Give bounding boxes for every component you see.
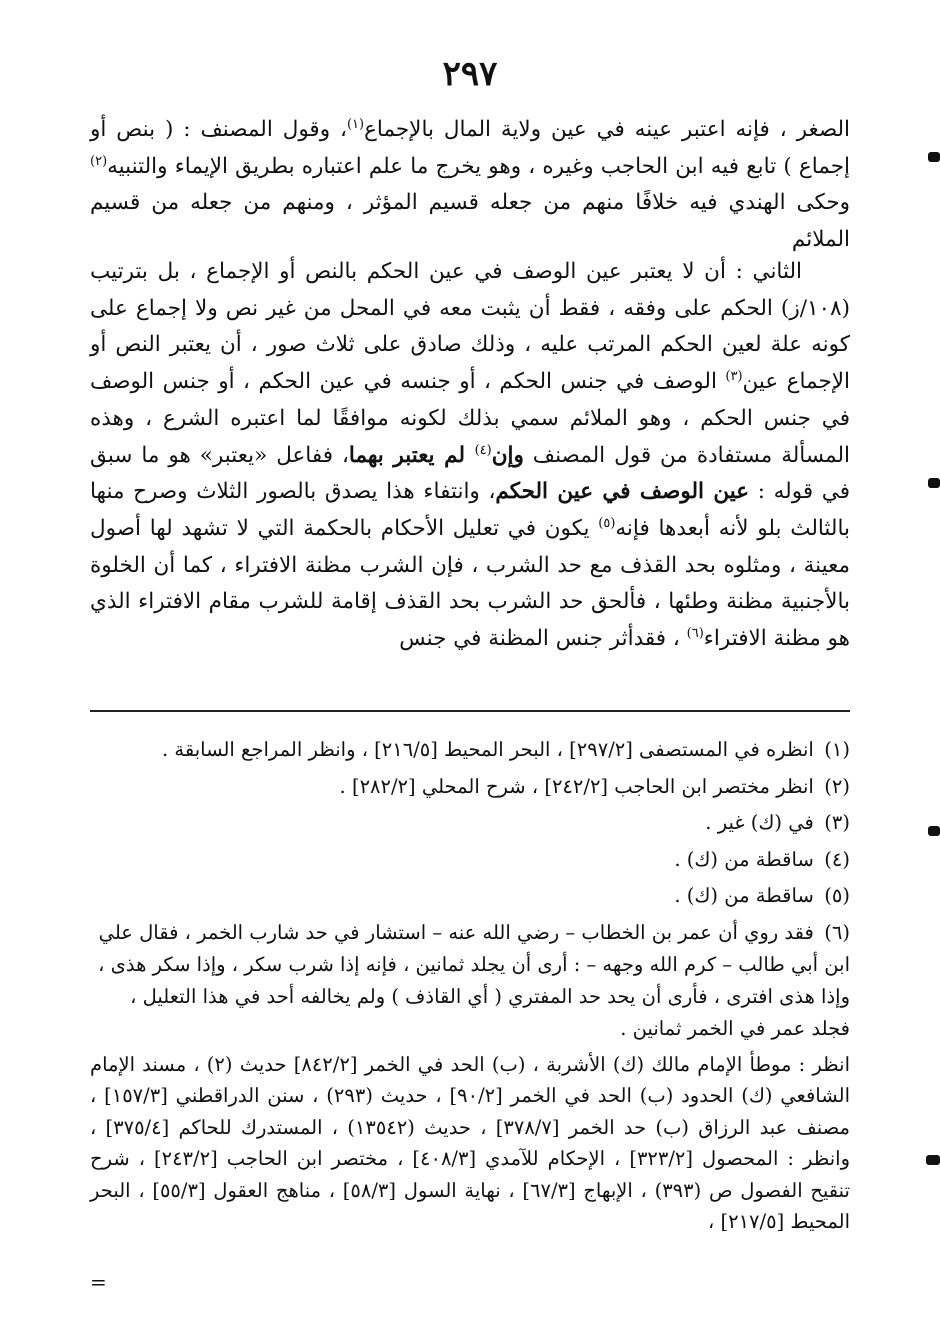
page-number: ٢٩٧: [442, 54, 498, 94]
footnotes: [90, 732, 850, 1238]
footnote-number: (٢): [824, 774, 850, 798]
footnote-ref-6[interactable]: (٦): [686, 625, 704, 641]
text-run: ، وقول المصنف : ( بنص أو إجماع ) تابع فيه ابن الحاجب وغيره ، وهو يخرج ما علم اعتباره بطريق الإيماء والتنبيه: [90, 117, 850, 179]
scan-edge-mark: [928, 826, 940, 836]
footnote-number: (٤): [824, 847, 850, 871]
footnote-text: انظره في المستصفى [٢٩٧/٢] ، البحر المحيط [٢١٦/٥] ، وانظر المراجع السابقة .: [162, 738, 814, 761]
footnote-ref-1[interactable]: (١): [346, 116, 365, 132]
footnote-references: انظر : موطأ الإمام مالك (ك) الأشربة ، (ب) الحد في الخمر [٨٤٢/٢] حديث (٢) ، مسند الإمام الشافعي (ك) الحدود (ب) الحد في الخمر [٩٠/٢] ، حديث (٢٩٣) ، سنن الدراقطني [١٥٧/٣] ، مصنف عبد الرزاق (ب) حد الخمر [٣٧٨/٧] ، حديث (١٣٥٤٢) ، المستدرك للحاكم [٣٧٥/٤] ، وانظر : المحصول [٣٢٣/٢] ، الإحكام للآمدي [٤٠٨/٣] ، مختصر ابن الحاجب [٢٤٣/٢] ، شرح تنقيح الفصول ص (٣٩٣) ، الإبهاج [٦٧/٣] ، نهاية السول [٥٨/٣] ، مناهج العقول [٥٥/٣] ، البحر المحيط [٢١٧/٥] ،: [90, 1052, 851, 1234]
text-run: وحكى الهندي فيه خلافًا منهم من جعله قسيم المؤثر ، ومنهم من جعله من قسيم الملائم: [90, 190, 850, 253]
text-run: ، فقدأثر جنس المظنة في جنس: [399, 626, 687, 652]
main-paragraph-1: [90, 112, 850, 259]
scan-edge-mark: [926, 1155, 940, 1165]
footnote-item: [90, 842, 850, 879]
scan-edge-mark: [928, 478, 940, 488]
main-paragraph-2: [90, 254, 850, 658]
footnote-text: فقد روي أن عمر بن الخطاب – رضي الله عنه – استشار في حد شارب الخمر ، فقال علي ابن أبي طالب – كرم الله وجهه – : أرى أن يجلد ثمانين ، فإنه إذا شرب سكر ، وإذا سكر هذى ، وإذا هذى افترى ، فأرى أن يحد حد المفتري ( أي القاذف ) ولم يخالفه أحد في هذا التعليل ، فجلد عمر في الخمر ثمانين .: [98, 920, 850, 1040]
footnote-ref-2[interactable]: (٢): [90, 153, 108, 169]
footnote-ref-5[interactable]: (٥): [598, 515, 616, 531]
footnote-item: [90, 805, 850, 842]
text-run: الوصف في جنس الحكم ، أو جنسه في عين الحكم ، أو جنس الوصف في جنس الحكم ، وهو الملائم سمي بذلك لكونه موافقًا لما اعتبره الشرع ، وهذه المسألة مستفادة من قول المصنف: [90, 369, 850, 468]
quoted-text: عين الوصف في عين الحكم: [495, 479, 750, 505]
footnote-item: [90, 878, 850, 915]
footnote-item: [90, 732, 850, 769]
footnote-text: ساقطة من (ك) .: [674, 847, 814, 871]
text-run: الثاني : أن لا يعتبر عين الوصف في عين الحكم بالنص أو الإجماع ، بل بترتيب (١٠٨/ز) الحكم على وفقه ، فقط أن يثبت معه في المحل من غير نص ولا إجماع على كونه علة لعين الحكم المرتب عليه ، وذلك صادق على ثلاث صور ، أن يعتبر النص أو الإجماع عين: [90, 259, 850, 395]
footnote-text: انظر مختصر ابن الحاجب [٢٤٢/٢] ، شرح المحلي [٢٨٢/٢] .: [339, 774, 814, 798]
footnote-text: ساقطة من (ك) .: [674, 884, 814, 907]
footnote-text: في (ك) غير .: [705, 811, 814, 834]
quoted-text: وإن: [491, 442, 524, 468]
text-run: ، وانتفاء هذا يصدق بالصور الثلاث وصرح منها بالثالث بلو لأنه أبعدها فإنه: [90, 479, 850, 541]
footnote-number: (٦): [824, 920, 850, 944]
footnote-ref-3[interactable]: (٣): [725, 368, 743, 384]
continuation-mark: =: [90, 1270, 107, 1294]
footnote-ref-4[interactable]: (٤): [474, 442, 492, 458]
footnote-number: (٥): [824, 884, 850, 907]
quoted-text: لم يعتبر بهما: [348, 442, 475, 468]
footnote-divider: [90, 710, 850, 712]
scan-edge-mark: [928, 152, 940, 162]
footnote-item: [90, 915, 850, 1045]
text-run: الصغر ، فإنه اعتبر عينه في عين ولاية المال بالإجماع: [364, 117, 850, 142]
footnote-item: [90, 769, 850, 806]
footnote-number: (١): [824, 738, 850, 761]
text-run: ، ففاعل «يعتبر» هو ما سبق في قوله :: [90, 442, 850, 505]
text-run: يكون في تعليل الأحكام بالحكمة التي لا تشهد لها أصول معينة ، ومثلوه بحد القذف مع حد الشرب ، فإن الشرب مظنة الافتراء ، كما أن الخلوة بالأجنبية مظنة وطئها ، فألحق حد الشرب بحد القذف إقامة للشرب مقام الافتراء الذي هو مظنة الافتراء: [90, 515, 850, 652]
footnote-number: (٣): [824, 811, 850, 834]
